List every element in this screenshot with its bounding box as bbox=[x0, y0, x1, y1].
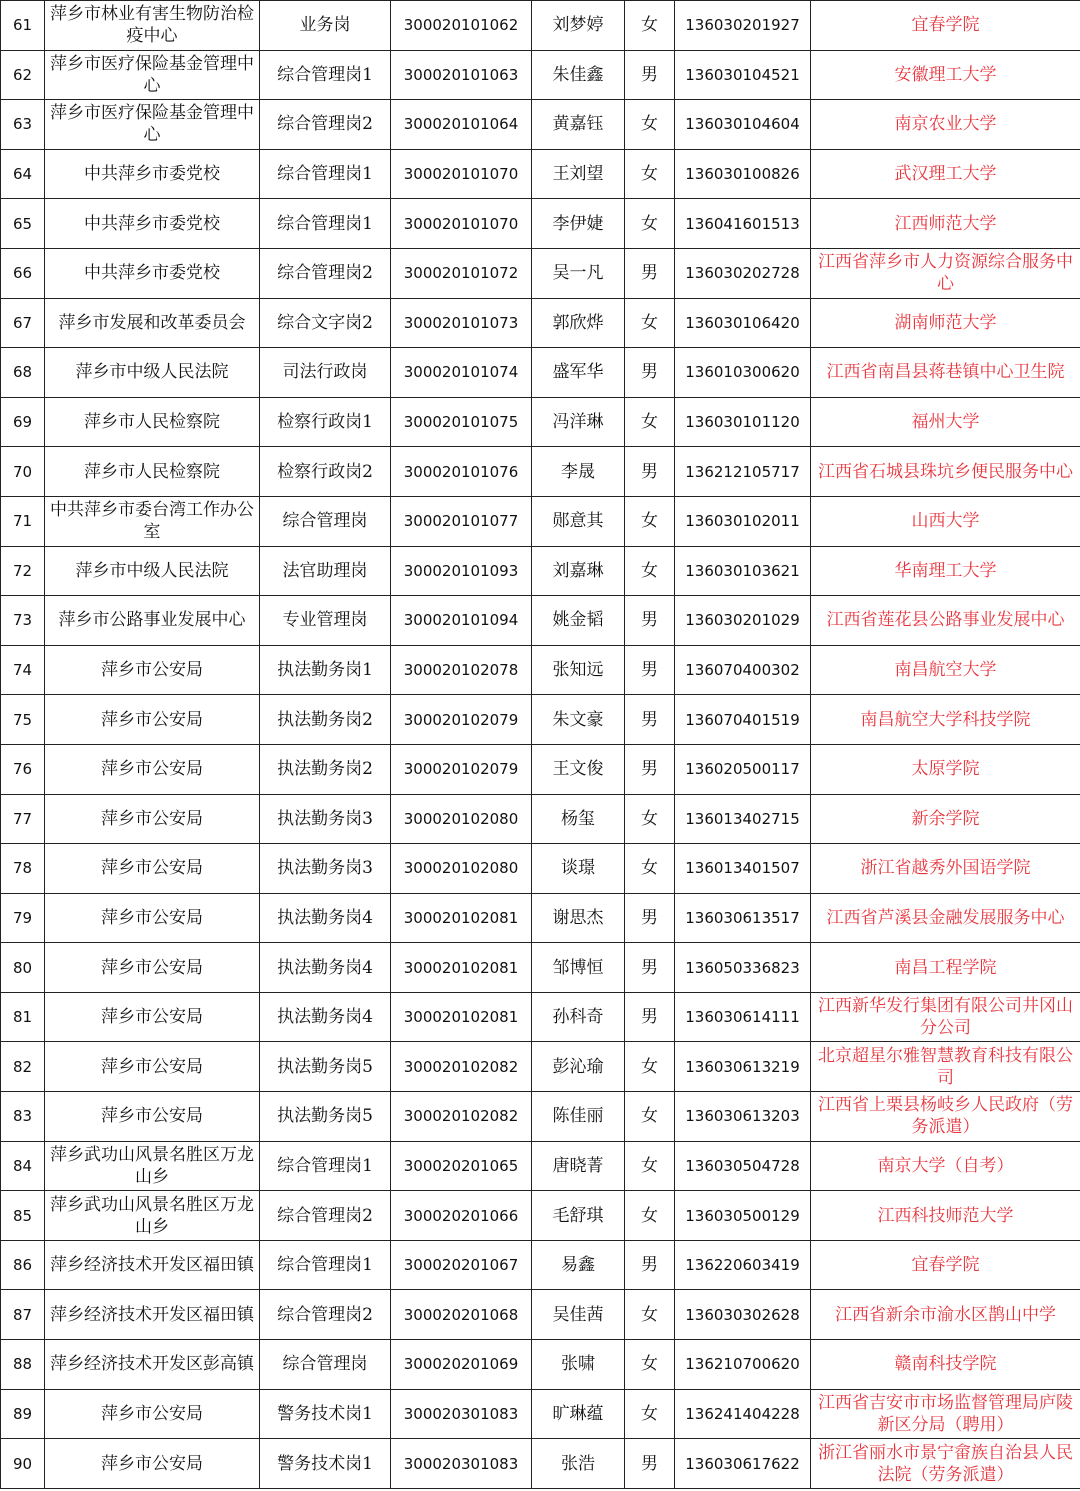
gender-cell: 男 bbox=[625, 695, 675, 745]
employer-unit-cell: 萍乡市医疗保险基金管理中心 bbox=[45, 50, 260, 100]
gender-cell: 女 bbox=[625, 298, 675, 348]
exam-number-cell: 136013402715 bbox=[675, 794, 811, 844]
employer-unit-cell: 萍乡经济技术开发区福田镇 bbox=[45, 1240, 260, 1290]
position-name-cell: 警务技术岗1 bbox=[260, 1439, 391, 1489]
row-number-cell: 72 bbox=[1, 546, 45, 596]
gender-cell: 男 bbox=[625, 1240, 675, 1290]
position-code-cell: 300020101074 bbox=[391, 348, 532, 398]
employer-unit-cell: 萍乡市人民检察院 bbox=[45, 447, 260, 497]
row-number-cell: 84 bbox=[1, 1141, 45, 1191]
table-row bbox=[1, 1141, 1080, 1191]
position-name-cell: 司法行政岗 bbox=[260, 348, 391, 398]
table-row bbox=[1, 50, 1080, 100]
table-row bbox=[1, 1240, 1080, 1290]
position-name-cell: 警务技术岗1 bbox=[260, 1389, 391, 1439]
current-organization-cell: 华南理工大学 bbox=[811, 546, 1080, 596]
position-name-cell: 综合管理岗2 bbox=[260, 248, 391, 298]
gender-cell: 男 bbox=[625, 447, 675, 497]
table-row bbox=[1, 893, 1080, 943]
candidate-name-cell: 刘嘉琳 bbox=[532, 546, 625, 596]
current-organization-cell: 江西省芦溪县金融发展服务中心 bbox=[811, 893, 1080, 943]
candidate-name-cell: 谈璟 bbox=[532, 844, 625, 894]
row-number-cell: 71 bbox=[1, 496, 45, 546]
position-code-cell: 300020301083 bbox=[391, 1389, 532, 1439]
position-code-cell: 300020102079 bbox=[391, 695, 532, 745]
table-row bbox=[1, 1, 1080, 51]
candidate-name-cell: 朱佳鑫 bbox=[532, 50, 625, 100]
employer-unit-cell: 中共萍乡市委台湾工作办公室 bbox=[45, 496, 260, 546]
current-organization-cell: 江西省石城县珠坑乡便民服务中心 bbox=[811, 447, 1080, 497]
current-organization-cell: 宜春学院 bbox=[811, 1, 1080, 51]
gender-cell: 女 bbox=[625, 149, 675, 199]
position-name-cell: 执法勤务岗2 bbox=[260, 695, 391, 745]
exam-number-cell: 136220603419 bbox=[675, 1240, 811, 1290]
row-number-cell: 61 bbox=[1, 1, 45, 51]
row-number-cell: 74 bbox=[1, 645, 45, 695]
position-name-cell: 综合管理岗2 bbox=[260, 100, 391, 150]
position-code-cell: 300020102082 bbox=[391, 1042, 532, 1092]
candidate-name-cell: 张啸 bbox=[532, 1340, 625, 1390]
current-organization-cell: 江西省南昌县蒋巷镇中心卫生院 bbox=[811, 348, 1080, 398]
table-row bbox=[1, 298, 1080, 348]
current-organization-cell: 山西大学 bbox=[811, 496, 1080, 546]
gender-cell: 女 bbox=[625, 1340, 675, 1390]
exam-number-cell: 136050336823 bbox=[675, 943, 811, 993]
position-code-cell: 300020101064 bbox=[391, 100, 532, 150]
position-name-cell: 检察行政岗1 bbox=[260, 397, 391, 447]
current-organization-cell: 江西师范大学 bbox=[811, 199, 1080, 249]
gender-cell: 女 bbox=[625, 546, 675, 596]
current-organization-cell: 江西省新余市渝水区鹊山中学 bbox=[811, 1290, 1080, 1340]
current-organization-cell: 新余学院 bbox=[811, 794, 1080, 844]
employer-unit-cell: 中共萍乡市委党校 bbox=[45, 248, 260, 298]
position-name-cell: 综合管理岗 bbox=[260, 1340, 391, 1390]
gender-cell: 男 bbox=[625, 1439, 675, 1489]
table-row bbox=[1, 248, 1080, 298]
table-row bbox=[1, 992, 1080, 1042]
current-organization-cell: 浙江省越秀外国语学院 bbox=[811, 844, 1080, 894]
employer-unit-cell: 中共萍乡市委党校 bbox=[45, 149, 260, 199]
table-body bbox=[1, 1, 1080, 1489]
gender-cell: 男 bbox=[625, 893, 675, 943]
position-code-cell: 300020102081 bbox=[391, 992, 532, 1042]
exam-number-cell: 136041601513 bbox=[675, 199, 811, 249]
exam-number-cell: 136030201927 bbox=[675, 1, 811, 51]
position-name-cell: 专业管理岗 bbox=[260, 596, 391, 646]
current-organization-cell: 南昌航空大学科技学院 bbox=[811, 695, 1080, 745]
employer-unit-cell: 萍乡市公安局 bbox=[45, 645, 260, 695]
current-organization-cell: 武汉理工大学 bbox=[811, 149, 1080, 199]
exam-number-cell: 136210700620 bbox=[675, 1340, 811, 1390]
table-row bbox=[1, 1191, 1080, 1241]
employer-unit-cell: 萍乡市公安局 bbox=[45, 1389, 260, 1439]
candidate-name-cell: 王刘望 bbox=[532, 149, 625, 199]
candidate-name-cell: 李晟 bbox=[532, 447, 625, 497]
candidate-name-cell: 吴佳茜 bbox=[532, 1290, 625, 1340]
table-row bbox=[1, 645, 1080, 695]
row-number-cell: 78 bbox=[1, 844, 45, 894]
exam-number-cell: 136212105717 bbox=[675, 447, 811, 497]
candidate-name-cell: 唐晓菁 bbox=[532, 1141, 625, 1191]
employer-unit-cell: 萍乡市公路事业发展中心 bbox=[45, 596, 260, 646]
gender-cell: 男 bbox=[625, 992, 675, 1042]
position-name-cell: 业务岗 bbox=[260, 1, 391, 51]
employer-unit-cell: 萍乡市公安局 bbox=[45, 893, 260, 943]
position-code-cell: 300020101093 bbox=[391, 546, 532, 596]
row-number-cell: 83 bbox=[1, 1092, 45, 1142]
candidate-name-cell: 毛舒琪 bbox=[532, 1191, 625, 1241]
row-number-cell: 64 bbox=[1, 149, 45, 199]
row-number-cell: 62 bbox=[1, 50, 45, 100]
current-organization-cell: 江西省吉安市市场监督管理局庐陵新区分局（聘用） bbox=[811, 1389, 1080, 1439]
row-number-cell: 75 bbox=[1, 695, 45, 745]
gender-cell: 男 bbox=[625, 596, 675, 646]
exam-number-cell: 136030302628 bbox=[675, 1290, 811, 1340]
gender-cell: 女 bbox=[625, 1, 675, 51]
table-row bbox=[1, 447, 1080, 497]
gender-cell: 女 bbox=[625, 1290, 675, 1340]
position-code-cell: 300020102079 bbox=[391, 744, 532, 794]
gender-cell: 女 bbox=[625, 496, 675, 546]
current-organization-cell: 福州大学 bbox=[811, 397, 1080, 447]
position-code-cell: 300020201067 bbox=[391, 1240, 532, 1290]
position-code-cell: 300020201068 bbox=[391, 1290, 532, 1340]
position-name-cell: 执法勤务岗2 bbox=[260, 744, 391, 794]
position-name-cell: 综合管理岗2 bbox=[260, 1290, 391, 1340]
table-row bbox=[1, 1042, 1080, 1092]
table-row bbox=[1, 397, 1080, 447]
position-code-cell: 300020101094 bbox=[391, 596, 532, 646]
row-number-cell: 76 bbox=[1, 744, 45, 794]
employer-unit-cell: 萍乡武功山风景名胜区万龙山乡 bbox=[45, 1191, 260, 1241]
position-name-cell: 综合管理岗1 bbox=[260, 50, 391, 100]
row-number-cell: 89 bbox=[1, 1389, 45, 1439]
position-code-cell: 300020201066 bbox=[391, 1191, 532, 1241]
row-number-cell: 73 bbox=[1, 596, 45, 646]
employer-unit-cell: 萍乡市公安局 bbox=[45, 794, 260, 844]
employer-unit-cell: 萍乡市医疗保险基金管理中心 bbox=[45, 100, 260, 150]
table-row bbox=[1, 199, 1080, 249]
employer-unit-cell: 萍乡市公安局 bbox=[45, 1092, 260, 1142]
employer-unit-cell: 萍乡市发展和改革委员会 bbox=[45, 298, 260, 348]
exam-number-cell: 136030613517 bbox=[675, 893, 811, 943]
position-name-cell: 综合管理岗2 bbox=[260, 1191, 391, 1241]
position-name-cell: 综合管理岗1 bbox=[260, 149, 391, 199]
row-number-cell: 67 bbox=[1, 298, 45, 348]
current-organization-cell: 南京农业大学 bbox=[811, 100, 1080, 150]
gender-cell: 男 bbox=[625, 943, 675, 993]
employer-unit-cell: 中共萍乡市委党校 bbox=[45, 199, 260, 249]
exam-number-cell: 136013401507 bbox=[675, 844, 811, 894]
exam-number-cell: 136030202728 bbox=[675, 248, 811, 298]
position-name-cell: 执法勤务岗1 bbox=[260, 645, 391, 695]
gender-cell: 女 bbox=[625, 1042, 675, 1092]
position-name-cell: 综合文字岗2 bbox=[260, 298, 391, 348]
current-organization-cell: 浙江省丽水市景宁畲族自治县人民法院（劳务派遣） bbox=[811, 1439, 1080, 1489]
table-row bbox=[1, 496, 1080, 546]
row-number-cell: 88 bbox=[1, 1340, 45, 1390]
candidate-name-cell: 李伊婕 bbox=[532, 199, 625, 249]
exam-number-cell: 136030104604 bbox=[675, 100, 811, 150]
table-row bbox=[1, 1092, 1080, 1142]
exam-number-cell: 136030613219 bbox=[675, 1042, 811, 1092]
employer-unit-cell: 萍乡经济技术开发区彭高镇 bbox=[45, 1340, 260, 1390]
exam-number-cell: 136030617622 bbox=[675, 1439, 811, 1489]
candidate-name-cell: 王文俊 bbox=[532, 744, 625, 794]
gender-cell: 男 bbox=[625, 645, 675, 695]
current-organization-cell: 南京大学（自考） bbox=[811, 1141, 1080, 1191]
gender-cell: 男 bbox=[625, 744, 675, 794]
candidate-name-cell: 郧意其 bbox=[532, 496, 625, 546]
current-organization-cell: 南昌航空大学 bbox=[811, 645, 1080, 695]
employer-unit-cell: 萍乡市公安局 bbox=[45, 943, 260, 993]
candidate-name-cell: 陈佳丽 bbox=[532, 1092, 625, 1142]
exam-number-cell: 136030614111 bbox=[675, 992, 811, 1042]
row-number-cell: 79 bbox=[1, 893, 45, 943]
exam-number-cell: 136030104521 bbox=[675, 50, 811, 100]
table-row bbox=[1, 1340, 1080, 1390]
position-name-cell: 执法勤务岗4 bbox=[260, 943, 391, 993]
candidate-name-cell: 盛军华 bbox=[532, 348, 625, 398]
gender-cell: 女 bbox=[625, 794, 675, 844]
table-row bbox=[1, 1439, 1080, 1489]
candidate-name-cell: 邹博恒 bbox=[532, 943, 625, 993]
exam-number-cell: 136030106420 bbox=[675, 298, 811, 348]
position-name-cell: 执法勤务岗4 bbox=[260, 992, 391, 1042]
current-organization-cell: 江西科技师范大学 bbox=[811, 1191, 1080, 1241]
candidate-name-cell: 彭沁瑜 bbox=[532, 1042, 625, 1092]
exam-number-cell: 136020500117 bbox=[675, 744, 811, 794]
position-code-cell: 300020301083 bbox=[391, 1439, 532, 1489]
exam-number-cell: 136070401519 bbox=[675, 695, 811, 745]
position-code-cell: 300020101073 bbox=[391, 298, 532, 348]
employer-unit-cell: 萍乡武功山风景名胜区万龙山乡 bbox=[45, 1141, 260, 1191]
current-organization-cell: 南昌工程学院 bbox=[811, 943, 1080, 993]
position-code-cell: 300020101077 bbox=[391, 496, 532, 546]
position-name-cell: 法官助理岗 bbox=[260, 546, 391, 596]
row-number-cell: 90 bbox=[1, 1439, 45, 1489]
gender-cell: 女 bbox=[625, 100, 675, 150]
row-number-cell: 66 bbox=[1, 248, 45, 298]
table-row bbox=[1, 1290, 1080, 1340]
current-organization-cell: 江西省上栗县杨岐乡人民政府（劳务派遣） bbox=[811, 1092, 1080, 1142]
employer-unit-cell: 萍乡市公安局 bbox=[45, 844, 260, 894]
row-number-cell: 70 bbox=[1, 447, 45, 497]
table-row bbox=[1, 149, 1080, 199]
exam-number-cell: 136030201029 bbox=[675, 596, 811, 646]
position-name-cell: 综合管理岗1 bbox=[260, 1141, 391, 1191]
gender-cell: 女 bbox=[625, 844, 675, 894]
table-row bbox=[1, 596, 1080, 646]
position-code-cell: 300020101062 bbox=[391, 1, 532, 51]
position-code-cell: 300020101076 bbox=[391, 447, 532, 497]
exam-number-cell: 136010300620 bbox=[675, 348, 811, 398]
candidate-name-cell: 谢思杰 bbox=[532, 893, 625, 943]
employer-unit-cell: 萍乡市中级人民法院 bbox=[45, 546, 260, 596]
table-row bbox=[1, 943, 1080, 993]
row-number-cell: 63 bbox=[1, 100, 45, 150]
row-number-cell: 87 bbox=[1, 1290, 45, 1340]
position-code-cell: 300020102082 bbox=[391, 1092, 532, 1142]
current-organization-cell: 江西省莲花县公路事业发展中心 bbox=[811, 596, 1080, 646]
exam-number-cell: 136241404228 bbox=[675, 1389, 811, 1439]
row-number-cell: 80 bbox=[1, 943, 45, 993]
position-name-cell: 检察行政岗2 bbox=[260, 447, 391, 497]
gender-cell: 女 bbox=[625, 1191, 675, 1241]
current-organization-cell: 江西新华发行集团有限公司井冈山分公司 bbox=[811, 992, 1080, 1042]
position-code-cell: 300020101072 bbox=[391, 248, 532, 298]
employer-unit-cell: 萍乡市中级人民法院 bbox=[45, 348, 260, 398]
current-organization-cell: 江西省萍乡市人力资源综合服务中心 bbox=[811, 248, 1080, 298]
employer-unit-cell: 萍乡市公安局 bbox=[45, 744, 260, 794]
candidate-name-cell: 姚金韬 bbox=[532, 596, 625, 646]
candidate-name-cell: 杨玺 bbox=[532, 794, 625, 844]
table-row bbox=[1, 100, 1080, 150]
candidate-name-cell: 吴一凡 bbox=[532, 248, 625, 298]
current-organization-cell: 赣南科技学院 bbox=[811, 1340, 1080, 1390]
row-number-cell: 81 bbox=[1, 992, 45, 1042]
position-code-cell: 300020101063 bbox=[391, 50, 532, 100]
position-code-cell: 300020102080 bbox=[391, 794, 532, 844]
gender-cell: 男 bbox=[625, 348, 675, 398]
gender-cell: 男 bbox=[625, 50, 675, 100]
row-number-cell: 82 bbox=[1, 1042, 45, 1092]
position-code-cell: 300020102081 bbox=[391, 943, 532, 993]
position-code-cell: 300020101070 bbox=[391, 199, 532, 249]
candidate-name-cell: 冯洋琳 bbox=[532, 397, 625, 447]
position-name-cell: 综合管理岗1 bbox=[260, 1240, 391, 1290]
current-organization-cell: 安徽理工大学 bbox=[811, 50, 1080, 100]
exam-number-cell: 136070400302 bbox=[675, 645, 811, 695]
exam-number-cell: 136030100826 bbox=[675, 149, 811, 199]
table-row bbox=[1, 744, 1080, 794]
exam-number-cell: 136030103621 bbox=[675, 546, 811, 596]
position-name-cell: 执法勤务岗5 bbox=[260, 1092, 391, 1142]
row-number-cell: 69 bbox=[1, 397, 45, 447]
position-code-cell: 300020101070 bbox=[391, 149, 532, 199]
exam-number-cell: 136030500129 bbox=[675, 1191, 811, 1241]
position-code-cell: 300020201065 bbox=[391, 1141, 532, 1191]
employer-unit-cell: 萍乡市人民检察院 bbox=[45, 397, 260, 447]
gender-cell: 女 bbox=[625, 1389, 675, 1439]
exam-number-cell: 136030102011 bbox=[675, 496, 811, 546]
row-number-cell: 65 bbox=[1, 199, 45, 249]
candidate-name-cell: 张浩 bbox=[532, 1439, 625, 1489]
candidate-name-cell: 旷琳蕴 bbox=[532, 1389, 625, 1439]
table-row bbox=[1, 1389, 1080, 1439]
candidate-name-cell: 郭欣烨 bbox=[532, 298, 625, 348]
exam-number-cell: 136030101120 bbox=[675, 397, 811, 447]
current-organization-cell: 湖南师范大学 bbox=[811, 298, 1080, 348]
employer-unit-cell: 萍乡市林业有害生物防治检疫中心 bbox=[45, 1, 260, 51]
exam-number-cell: 136030613203 bbox=[675, 1092, 811, 1142]
current-organization-cell: 太原学院 bbox=[811, 744, 1080, 794]
row-number-cell: 68 bbox=[1, 348, 45, 398]
gender-cell: 女 bbox=[625, 199, 675, 249]
position-name-cell: 综合管理岗 bbox=[260, 496, 391, 546]
row-number-cell: 85 bbox=[1, 1191, 45, 1241]
position-code-cell: 300020101075 bbox=[391, 397, 532, 447]
gender-cell: 女 bbox=[625, 1141, 675, 1191]
current-organization-cell: 宜春学院 bbox=[811, 1240, 1080, 1290]
position-name-cell: 执法勤务岗4 bbox=[260, 893, 391, 943]
position-name-cell: 执法勤务岗3 bbox=[260, 794, 391, 844]
candidate-name-cell: 朱文豪 bbox=[532, 695, 625, 745]
candidate-name-cell: 孙科奇 bbox=[532, 992, 625, 1042]
table-row bbox=[1, 695, 1080, 745]
gender-cell: 女 bbox=[625, 1092, 675, 1142]
employer-unit-cell: 萍乡市公安局 bbox=[45, 1439, 260, 1489]
table-row bbox=[1, 546, 1080, 596]
position-code-cell: 300020102081 bbox=[391, 893, 532, 943]
table-row bbox=[1, 794, 1080, 844]
position-code-cell: 300020201069 bbox=[391, 1340, 532, 1390]
exam-number-cell: 136030504728 bbox=[675, 1141, 811, 1191]
table-row bbox=[1, 844, 1080, 894]
table-row bbox=[1, 348, 1080, 398]
row-number-cell: 77 bbox=[1, 794, 45, 844]
current-organization-cell: 北京超星尔雅智慧教育科技有限公司 bbox=[811, 1042, 1080, 1092]
employer-unit-cell: 萍乡经济技术开发区福田镇 bbox=[45, 1290, 260, 1340]
position-name-cell: 执法勤务岗5 bbox=[260, 1042, 391, 1092]
position-name-cell: 综合管理岗1 bbox=[260, 199, 391, 249]
candidate-name-cell: 张知远 bbox=[532, 645, 625, 695]
position-code-cell: 300020102078 bbox=[391, 645, 532, 695]
gender-cell: 男 bbox=[625, 248, 675, 298]
candidate-name-cell: 易鑫 bbox=[532, 1240, 625, 1290]
gender-cell: 女 bbox=[625, 397, 675, 447]
employer-unit-cell: 萍乡市公安局 bbox=[45, 1042, 260, 1092]
position-name-cell: 执法勤务岗3 bbox=[260, 844, 391, 894]
candidate-name-cell: 刘梦婷 bbox=[532, 1, 625, 51]
candidate-name-cell: 黄嘉钰 bbox=[532, 100, 625, 150]
employer-unit-cell: 萍乡市公安局 bbox=[45, 695, 260, 745]
row-number-cell: 86 bbox=[1, 1240, 45, 1290]
position-code-cell: 300020102080 bbox=[391, 844, 532, 894]
employer-unit-cell: 萍乡市公安局 bbox=[45, 992, 260, 1042]
